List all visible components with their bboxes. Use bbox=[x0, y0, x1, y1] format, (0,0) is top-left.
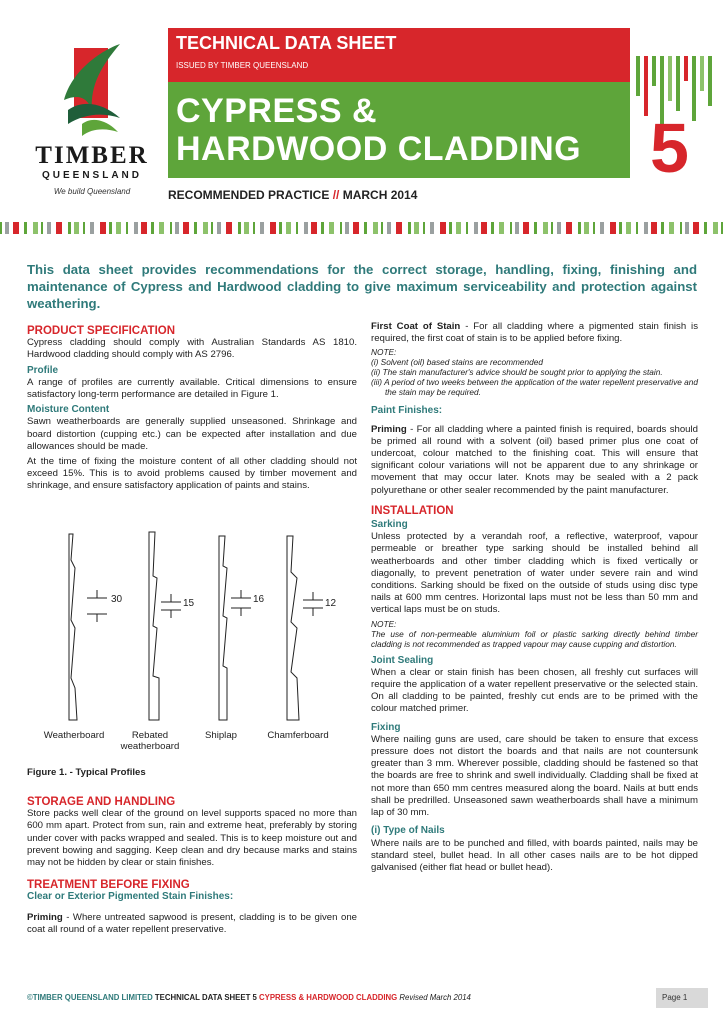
band-bar bbox=[134, 222, 138, 234]
sarking-note-text: The use of non-permeable aluminium foil or plastic sarking directly behind timber cladding is not recommended as trapped vapour may cause cupping and distortion. bbox=[371, 628, 698, 649]
band-bar bbox=[244, 222, 249, 234]
title-block bbox=[168, 82, 630, 178]
band-bar bbox=[183, 222, 189, 234]
footer bbox=[27, 993, 471, 1002]
logo-subtitle: QUEENSLAND bbox=[41, 170, 142, 181]
paint-priming-label: Priming bbox=[371, 423, 407, 435]
paint-priming-paragraph bbox=[371, 424, 698, 497]
band-bar bbox=[194, 222, 197, 234]
page-title bbox=[176, 92, 581, 168]
title-line-1: CYPRESS & bbox=[176, 92, 377, 130]
band-bar bbox=[636, 222, 638, 234]
band-bar bbox=[217, 222, 221, 234]
band-bar bbox=[68, 222, 71, 234]
issue-date: MARCH 2014 bbox=[342, 188, 418, 202]
decor-stripe bbox=[652, 56, 656, 86]
band-bar bbox=[449, 222, 452, 234]
title-line-2: HARDWOOD CLADDING bbox=[176, 130, 582, 168]
profiles-figure bbox=[27, 528, 357, 760]
band-bar bbox=[296, 222, 298, 234]
band-bar bbox=[721, 222, 723, 234]
band-bar bbox=[491, 222, 494, 234]
sarking-note-label: NOTE: bbox=[371, 618, 397, 629]
separator: // bbox=[332, 188, 340, 202]
first-coat-label: First Coat of Stain bbox=[371, 321, 461, 332]
band-bar bbox=[474, 222, 478, 234]
decor-stripe bbox=[692, 56, 696, 121]
footer-sheet: TECHNICAL DATA SHEET 5 bbox=[152, 993, 260, 1002]
note-item: (ii) The stain manufacturer's advice should be sought prior to applying the stain. bbox=[371, 367, 663, 378]
band-bar bbox=[47, 222, 51, 234]
band-bar bbox=[644, 222, 648, 234]
band-bar bbox=[41, 222, 43, 234]
right-column bbox=[371, 321, 698, 874]
band-bar bbox=[116, 222, 121, 234]
figure-label-chamferboard: Chamferboard bbox=[267, 730, 329, 741]
dim-label: 30 bbox=[111, 594, 123, 605]
band-bar bbox=[5, 222, 9, 234]
footer-title: CYPRESS & HARDWOOD CLADDING bbox=[259, 993, 398, 1002]
storage-heading: STORAGE AND HANDLING bbox=[27, 796, 176, 808]
band-bar bbox=[253, 222, 255, 234]
moisture-text-2: At the time of fixing the moisture content of all other cladding should not exceed 15%. This is to avoid problems caused by timber movement and shrinkage, and ensure satisfactory application of paints and stains. bbox=[27, 456, 357, 492]
band-bar bbox=[33, 222, 38, 234]
band-bar bbox=[56, 222, 62, 234]
decor-stripe bbox=[700, 56, 704, 91]
decor-stripe bbox=[668, 56, 672, 101]
data-sheet-label: TECHNICAL DATA SHEET bbox=[176, 33, 397, 53]
band-bar bbox=[279, 222, 282, 234]
band-bar bbox=[566, 222, 572, 234]
paint-heading: Paint Finishes: bbox=[371, 405, 443, 417]
product-spec-heading: PRODUCT SPECIFICATION bbox=[27, 325, 176, 337]
practice-line bbox=[168, 188, 417, 202]
band-bar bbox=[481, 222, 487, 234]
footer-revised: Revised March 2014 bbox=[397, 993, 471, 1002]
band-bar bbox=[270, 222, 276, 234]
band-bar bbox=[551, 222, 553, 234]
band-bar bbox=[329, 222, 334, 234]
dim-label: 16 bbox=[253, 594, 265, 605]
band-bar bbox=[126, 222, 128, 234]
band-bar bbox=[0, 222, 2, 234]
band-bar bbox=[543, 222, 548, 234]
band-bar bbox=[238, 222, 241, 234]
band-bar bbox=[90, 222, 94, 234]
moisture-text-1: Sawn weatherboards are generally supplied unseasoned. Shrinkage and board distortion (cupping etc.) can be expected after installation and due allowances should be made. bbox=[27, 416, 357, 452]
nails-heading: (i) Type of Nails bbox=[371, 825, 445, 837]
chamferboard-profile bbox=[287, 536, 299, 720]
band-bar bbox=[685, 222, 689, 234]
band-bar bbox=[373, 222, 378, 234]
band-bar bbox=[619, 222, 622, 234]
decor-stripe bbox=[676, 56, 680, 111]
band-bar bbox=[466, 222, 468, 234]
band-bar bbox=[304, 222, 308, 234]
nails-text: Where nails are to be punched and filled, with boards painted, nails may be standard steel, bullet head. In all other cases nails are to be hot dipped galvanised (either flat head or bullet head). bbox=[371, 837, 698, 873]
band-bar bbox=[83, 222, 85, 234]
note-item: (iii) A period of two weeks between the application of the water repellent preservative and the stain may be required. bbox=[371, 377, 698, 398]
band-bar bbox=[456, 222, 461, 234]
band-bar bbox=[159, 222, 164, 234]
priming-label: Priming bbox=[27, 911, 63, 923]
left-column bbox=[27, 321, 357, 493]
decor-stripe bbox=[644, 56, 648, 116]
dim-label: 15 bbox=[183, 598, 195, 609]
figure-caption: Figure 1. - Typical Profiles bbox=[27, 767, 146, 778]
note-label: NOTE: bbox=[371, 347, 397, 358]
figure-label-shiplap: Shiplap bbox=[204, 730, 237, 741]
page-number: Page 1 bbox=[656, 988, 708, 1008]
footer-company: ©TIMBER QUEENSLAND LIMITED bbox=[27, 993, 153, 1002]
stain-notes bbox=[371, 347, 698, 397]
installation-heading: INSTALLATION bbox=[371, 504, 454, 517]
logo-tagline: We build Queensland bbox=[53, 187, 131, 196]
band-bar bbox=[693, 222, 699, 234]
band-bar bbox=[578, 222, 581, 234]
band-bar bbox=[510, 222, 512, 234]
issued-by: ISSUED BY TIMBER QUEENSLAND bbox=[176, 61, 309, 70]
band-bar bbox=[610, 222, 616, 234]
band-bar bbox=[364, 222, 367, 234]
figure-label-rebated: Rebated weatherboard bbox=[120, 730, 180, 752]
band-bar bbox=[593, 222, 595, 234]
band-bar bbox=[151, 222, 154, 234]
logo-mark-icon bbox=[62, 40, 122, 140]
rebated-profile bbox=[149, 532, 159, 720]
band-bar bbox=[387, 222, 391, 234]
band-bar bbox=[340, 222, 342, 234]
fixing-text: Where nailing guns are used, care should be taken to ensure that excess pressure does not distort the boards and that nails are not countersunk greater than 3 mm. Wherever possible, cladding should be fastened so that the boards are free to shrink and swell individually. Cladding shall be fixed at not more than 650 mm centres measured along the board. Nails at butt ends shall be predrilled. Unseasoned sawn weatherboards shall have a minimum lap of 30 mm. bbox=[371, 733, 698, 819]
sarking-text: Unless protected by a verandah roof, a reflective, waterproof, vapour permeable or breather type sarking should be installed behind all weatherboards and other timber cladding which is fixed vertically or diagonally, to prevent penetration of water under severe rain and wind conditions. Sarking should be fixed on the outside of studs using disc type nails at 600 mm centres. Horizontal laps must not be less than 50 mm and vertical laps must be on studs. bbox=[371, 531, 698, 616]
band-bar bbox=[226, 222, 232, 234]
band-bar bbox=[170, 222, 172, 234]
practice-label: RECOMMENDED PRACTICE bbox=[168, 188, 330, 202]
band-bar bbox=[408, 222, 411, 234]
decor-stripe bbox=[684, 56, 688, 81]
joint-heading: Joint Sealing bbox=[371, 654, 434, 666]
band-bar bbox=[430, 222, 434, 234]
logo-name: TIMBER bbox=[35, 142, 149, 169]
band-bar bbox=[345, 222, 349, 234]
band-bar bbox=[109, 222, 112, 234]
sheet-number: 5 bbox=[650, 109, 689, 187]
note-item: (i) Solvent (oil) based stains are recommended bbox=[371, 357, 544, 368]
band-bar bbox=[669, 222, 674, 234]
band-bar bbox=[651, 222, 657, 234]
band-bar bbox=[584, 222, 589, 234]
figure-label-weatherboard: Weatherboard bbox=[43, 730, 105, 741]
weatherboard-profile bbox=[69, 534, 77, 720]
paint-priming-text: - For all cladding where a painted finish is required, boards should be primed all round with a solvent (oil) based primer plus one coat of undercoat, colour matched to the finishing coat. This will ensure that significant colour variations will not be apparent due to any shrinkage or movement that may occur later. Knots may be sealed with a 2 pack polyurethane or other sealer recommended by the paint manufacturer. bbox=[371, 423, 698, 496]
left-column-bottom bbox=[27, 792, 357, 936]
shiplap-profile bbox=[219, 536, 227, 720]
decor-stripe bbox=[636, 56, 640, 96]
profile-heading: Profile bbox=[27, 364, 59, 376]
treatment-heading: TREATMENT BEFORE FIXING bbox=[27, 879, 190, 892]
band-bar bbox=[713, 222, 718, 234]
band-bar bbox=[557, 222, 561, 234]
band-bar bbox=[661, 222, 664, 234]
joint-text: When a clear or stain finish has been chosen, all freshly cut surfaces will require the application of a water repellent preservative or the selected stain. On all cladding to be painted, freshly cut ends are to be primed with the colour matched primer. bbox=[371, 666, 698, 715]
treatment-subheading: Clear or Exterior Pigmented Stain Finishes: bbox=[27, 891, 234, 903]
profile-text: A range of profiles are currently available. Critical dimensions to ensure satisfactory long-term performance are detailed in Figure 1. bbox=[27, 376, 357, 401]
sheet-number-panel bbox=[630, 28, 716, 187]
band-bar bbox=[353, 222, 359, 234]
band-bar bbox=[260, 222, 264, 234]
band-bar bbox=[100, 222, 106, 234]
band-bar bbox=[534, 222, 537, 234]
band-bar bbox=[600, 222, 604, 234]
band-bar bbox=[141, 222, 147, 234]
band-bar bbox=[423, 222, 425, 234]
product-spec-text: Cypress cladding should comply with Australian Standards AS 1810. Hardwood cladding should comply with AS 2796. bbox=[27, 337, 357, 361]
band-bar bbox=[626, 222, 631, 234]
band-bar bbox=[13, 222, 19, 234]
band-bar bbox=[211, 222, 213, 234]
band-bar bbox=[499, 222, 504, 234]
band-bar bbox=[515, 222, 519, 234]
dim-label: 12 bbox=[325, 598, 337, 609]
band-bar bbox=[396, 222, 402, 234]
band-bar bbox=[203, 222, 208, 234]
priming-paragraph bbox=[27, 912, 357, 936]
band-bar bbox=[381, 222, 383, 234]
band-bar bbox=[286, 222, 291, 234]
fixing-heading: Fixing bbox=[371, 721, 401, 733]
band-bar bbox=[175, 222, 179, 234]
timber-queensland-logo bbox=[22, 30, 162, 210]
decorative-barcode-band bbox=[0, 222, 724, 234]
first-coat-text: - For all cladding where a pigmented stain finish is required, the first coat of stain is to be applied before fixing. bbox=[371, 321, 698, 345]
band-bar bbox=[311, 222, 317, 234]
moisture-heading: Moisture Content bbox=[27, 404, 110, 416]
first-coat-paragraph bbox=[371, 321, 698, 345]
band-bar bbox=[321, 222, 324, 234]
band-bar bbox=[680, 222, 682, 234]
band-bar bbox=[523, 222, 529, 234]
band-bar bbox=[440, 222, 446, 234]
priming-text: - Where untreated sapwood is present, cladding is to be given one coat all round of a water repellent preservative. bbox=[27, 911, 357, 935]
storage-text: Store packs well clear of the ground on level supports spaced no more than 600 mm apart. Protect from sun, rain and extreme heat, preferably by storing under cover with packs wrapped and sealed. This is to keep moisture out and prevent bowing and sagging. Keep clean and dry because marks and stains may not be hidden by clear or stain finishes. bbox=[27, 808, 357, 869]
band-bar bbox=[74, 222, 79, 234]
sarking-heading: Sarking bbox=[371, 519, 408, 531]
band-bar bbox=[704, 222, 707, 234]
band-bar bbox=[24, 222, 27, 234]
decor-stripe bbox=[708, 56, 712, 106]
band-bar bbox=[414, 222, 419, 234]
sarking-note bbox=[371, 619, 698, 649]
intro-paragraph: This data sheet provides recommendations for the correct storage, handling, fixing, finishing and maintenance of Cypress and Hardwood cladding to give maximum serviceability and protection against weathering. bbox=[27, 262, 697, 311]
title-band bbox=[168, 28, 630, 82]
